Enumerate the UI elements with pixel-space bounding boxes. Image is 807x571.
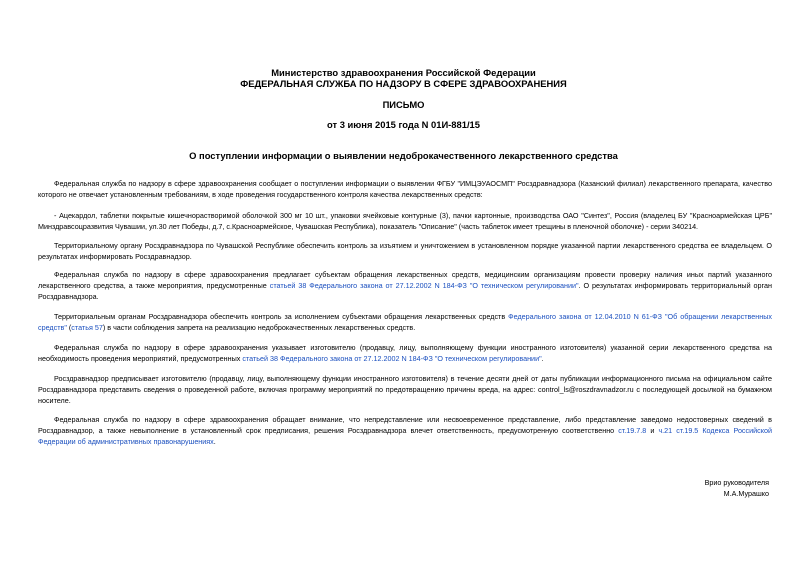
paragraph-5-text-end: ) в части соблюдения запрета на реализацию недоброкачественных лекарственных средств. — [102, 323, 416, 332]
document-date-number: от 3 июня 2015 года N 01И-881/15 — [327, 119, 480, 130]
paragraph-6-text-end: . — [541, 354, 544, 363]
service-name: ФЕДЕРАЛЬНАЯ СЛУЖБА ПО НАДЗОРУ В СФЕРЕ ЗДРАВООХРАНЕНИЯ — [240, 78, 567, 89]
paragraph-5 — [38, 311, 772, 333]
paragraph-7: Росздравнадзор предписывает изготовителю (продавцу, лицу, выполняющему функции иностранного изготовителя) в течение десяти дней от даты публикации информационного письма на официальном сайте Росздравнадзора представить сведения о проведенной работе, включая программу мероприятий по предотвращению причины вреда, на адрес: control_ls@roszdravnadzor.ru с последующей досылкой на бумажном носителе. — [38, 374, 772, 405]
link-article-38-law-184-second[interactable]: статьей 38 Федерального закона от 27.12.2002 N 184-ФЗ "О техническом регулировании" — [242, 354, 542, 363]
paragraph-3: Территориальному органу Росздравнадзора по Чувашской Республике обеспечить контроль за изъятием и уничтожением в установленном порядке указанной партии лекарственного средства ее владельцем. О результатах информировать Росздравнадзор. — [38, 241, 772, 261]
paragraph-5-text-mid: ( — [66, 323, 72, 332]
paragraph-6 — [38, 342, 772, 364]
paragraph-4-text-start: Федеральная служба по надзору в сфере здравоохранения предлагает субъектам обращения лекарственных средств, медицинским организациям провести проверку наличия иных партий указанного лекарственного средства, а также мероприятия, предусмотренные — [38, 270, 772, 290]
paragraph-8 — [38, 414, 772, 447]
link-article-19-5-koap[interactable]: ч.21 ст.19.5 Кодекса Российской Федерации об административных правонарушениях — [38, 426, 772, 446]
ministry-name: Министерство здравоохранения Российской Федерации — [271, 67, 536, 78]
link-law-61[interactable]: Федерального закона от 12.04.2010 N 61-ФЗ "Об обращении лекарственных средств" — [38, 312, 772, 332]
link-article-38-law-184[interactable]: статьей 38 Федерального закона от 27.12.2002 N 184-ФЗ "О техническом регулировании" — [269, 281, 579, 290]
paragraph-4 — [38, 269, 772, 302]
link-article-19-7-8[interactable]: ст.19.7.8 — [618, 426, 647, 435]
paragraph-5-text-start: Территориальным органам Росздравнадзора обеспечить контроль за исполнением субъектами обращения лекарственных средств — [54, 312, 509, 321]
signature-title: Врио руководителя — [704, 478, 769, 487]
paragraph-1: Федеральная служба по надзору в сфере здравоохранения сообщает о поступлении информации о выявлении ФГБУ "ИМЦЭУАОСМП" Росздравнадзора (Казанский филиал) лекарственного препарата, качество которого не отвечает установленным требованиям, в ходе проведения государственного контроля качества лекарственных средств: — [38, 179, 772, 199]
paragraph-8-text-end: . — [213, 437, 216, 446]
document-type: ПИСЬМО — [382, 99, 425, 110]
signature-name: М.А.Мурашко — [723, 489, 769, 498]
paragraph-4-text-end: . О результатах информировать территориальный орган Росздравнадзора. — [38, 281, 772, 301]
paragraph-6-text-start: Федеральная служба по надзору в сфере здравоохранения указывает изготовителю (продавцу, лицу, выполняющему функции иностранного изготовителя) указанной серии лекарственного средства на необходимость проведения мероприятий, предусмотренных — [38, 343, 772, 363]
paragraph-2: - Ацекардол, таблетки покрытые кишечнорастворимой оболочкой 300 мг 10 шт., упаковки ячейковые контурные (3), пачки картонные, производства ОАО "Синтез", Россия (владелец БУ "Красноармейская ЦРБ" Минздравсоцразвития Чувашии, ул.30 лет Победы, д.7, с.Красноармейское, Чувашская Республика), показатель "Описание" (часть таблеток имеет трещины в пленочной оболочке) - серии 340214. — [38, 211, 772, 231]
paragraph-8-text-mid: и — [646, 426, 659, 435]
paragraph-8-text-start: Федеральная служба по надзору в сфере здравоохранения обращает внимание, что непредставление или несвоевременное представление, либо представление заведомо недостоверных сведений в Росздравнадзор, а также невыполнение в установленный срок предписания, решения Росздравнадзора влечет ответственность, предусмотренную соответственно — [38, 415, 772, 435]
document-subject: О поступлении информации о выявлении недоброкачественного лекарственного средства — [189, 150, 618, 161]
link-article-57[interactable]: статья 57 — [71, 323, 103, 332]
